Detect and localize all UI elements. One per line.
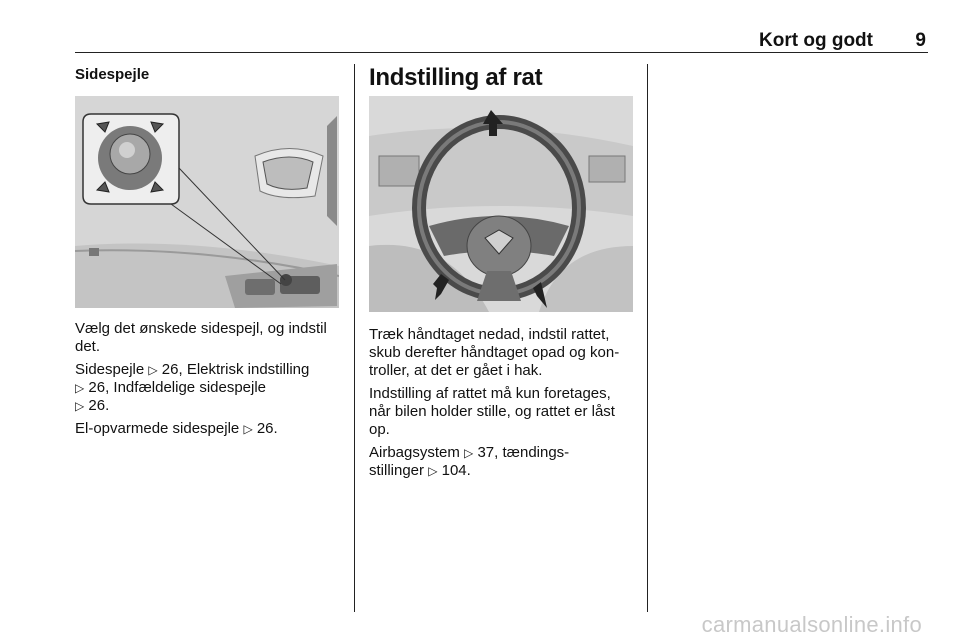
mirrors-text [75,320,341,443]
header-rule [75,52,928,53]
paragraph: Træk håndtaget nedad, indstil rattet, skub derefter håndtaget opad og kontroller, at det er gået i hak. [369,326,620,379]
page-header [75,30,928,52]
column-divider [647,64,648,612]
header-title: Kort og godt [759,30,873,51]
steering-wheel-figure [369,96,633,312]
xref-arrow-icon: ▷ [464,446,474,460]
paragraph-xrefs: Sidespejle ▷ 26, Elektrisk indstilling ▷ 26, Indfældelige sidespejle ▷ 26. [75,361,310,414]
xref-arrow-icon: ▷ [243,422,253,436]
xref-arrow-icon: ▷ [428,464,438,478]
section-title-mirrors: Sidespejle [75,66,150,83]
paragraph: Vælg det ønskede sidespejl, og indstil det. [75,320,327,355]
steering-text [369,326,635,485]
paragraph-xrefs: Airbagsystem ▷ 37, tændings- stillinger ▷ 104. [369,444,570,479]
column-divider [354,64,355,612]
xref-arrow-icon: ▷ [148,363,158,377]
page-number: 9 [915,30,926,51]
xref-arrow-icon: ▷ [75,381,85,395]
watermark: carmanualsonline.info [701,612,922,637]
mirror-switch-figure [75,96,339,308]
xref-arrow-icon: ▷ [75,399,85,413]
paragraph-xrefs: El-opvarmede sidespejle ▷ 26. [75,420,278,437]
section-title-steering: Indstilling af rat [369,64,543,91]
paragraph: Indstilling af rattet må kun foretages, når bilen holder stille, og rattet er låst op. [369,385,615,438]
